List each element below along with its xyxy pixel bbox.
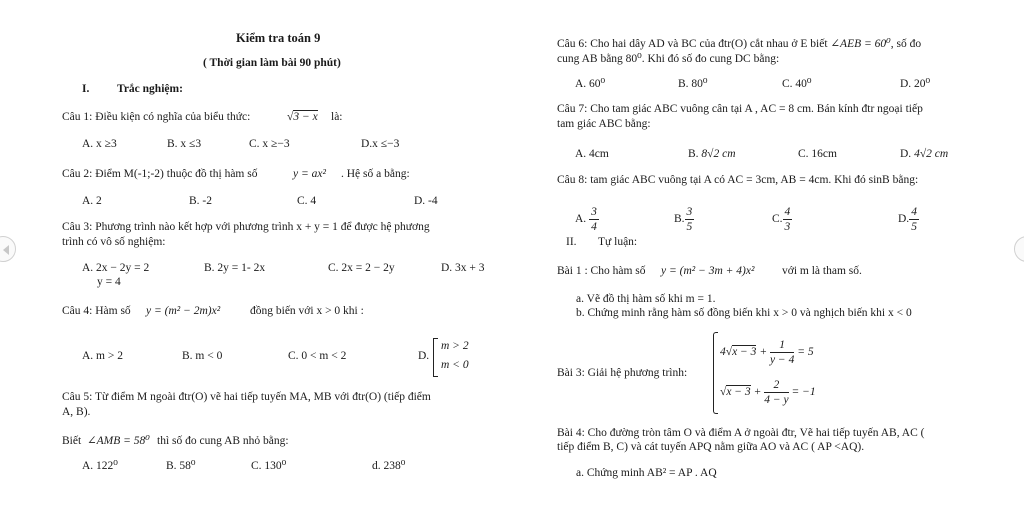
question-5-line-1: Câu 5: Từ điểm M ngoài đtr(O) vẽ hai tiếp tuyến MA, MB với đtr(O) (tiếp điểm: [62, 391, 431, 403]
question-7-option-b[interactable]: B. 8√2 cm: [688, 148, 736, 160]
equation-1: 4√x − 3 + $\frac{1}{y - 4}$ = 5: [720, 338, 814, 366]
question-2-option-d[interactable]: D. -4: [414, 195, 438, 207]
question-4-option-c[interactable]: C. 0 < m < 2: [288, 350, 347, 362]
question-3-line-1: Câu 3: Phương trình nào kết hợp với phương trình x + y = 1 để được hệ phương: [62, 221, 430, 233]
question-2-option-b[interactable]: B. -2: [189, 195, 212, 207]
question-5-option-b[interactable]: B. 58⁰: [166, 460, 196, 472]
section-1-number: I.: [82, 83, 90, 95]
question-5-line-2: A, B).: [62, 406, 91, 418]
option-d-bracket: [433, 338, 438, 377]
question-7-line-2: tam giác ABC bằng:: [557, 118, 651, 130]
question-6-line-1: Câu 6: Cho hai dây AD và BC của đtr(O) cắt nhau ở E biết ∠AEB = 60⁰, số đo: [557, 38, 922, 50]
question-3-option-d[interactable]: D. 3x + 3: [441, 262, 485, 274]
question-3-option-c[interactable]: C. 2x = 2 − 2y: [328, 262, 395, 274]
next-page-button[interactable]: [1014, 236, 1024, 262]
question-5-option-a[interactable]: A. 122⁰: [82, 460, 118, 472]
question-2-expr: y = ax²: [293, 168, 326, 180]
question-6-option-d[interactable]: D. 20⁰: [900, 78, 931, 90]
question-7-option-d[interactable]: D. 4√2 cm: [900, 148, 949, 160]
question-1-option-d[interactable]: D.x ≤−3: [361, 138, 400, 150]
section-1-title: Trắc nghiệm:: [117, 83, 183, 95]
question-1-option-b[interactable]: B. x ≤3: [167, 138, 202, 150]
question-8-option-c[interactable]: C. $\frac{4}{3}$: [772, 205, 791, 233]
question-1-text: Câu 1: Điều kiện có nghĩa của biểu thức:: [62, 111, 251, 123]
equation-2: √x − 3 + $\frac{2}{4 - y}$ = −1: [720, 378, 816, 406]
exercise-3-text: Bài 3: Giải hệ phương trình:: [557, 367, 688, 379]
question-5-line-3: Biết: [62, 435, 82, 447]
question-6-option-c[interactable]: C. 40⁰: [782, 78, 812, 90]
question-8-text: Câu 8: tam giác ABC vuông tại A có AC = 3cm, AB = 4cm. Khi đó sinB bằng:: [557, 174, 919, 186]
question-5-tail: thì số đo cung AB nhỏ bằng:: [157, 435, 289, 447]
question-6-line-2: cung AB bằng 80⁰. Khi đó số đo cung DC bằng:: [557, 53, 780, 65]
time-limit: ( Thời gian làm bài 90 phút): [203, 57, 341, 69]
exercise-1-part-a: a. Vẽ đồ thị hàm số khi m = 1.: [576, 293, 716, 305]
question-4-option-d-line-2: m < 0: [441, 359, 469, 371]
question-6-angle: ∠AEB = 60⁰: [830, 38, 891, 50]
question-6-option-a[interactable]: A. 60⁰: [575, 78, 606, 90]
prev-page-button[interactable]: [0, 236, 16, 262]
question-3-option-a-line-2: y = 4: [97, 276, 121, 288]
exercise-4-part-a: a. Chứng minh AB² = AP . AQ: [576, 467, 717, 479]
question-1-option-a[interactable]: A. x ≥3: [82, 138, 117, 150]
question-8-option-a[interactable]: A. $\frac{3}{4}$: [575, 205, 597, 233]
exercise-4-line-2: tiếp điểm B, C) và cát tuyến APQ nằm giữa AO và AC ( AP <AQ).: [557, 441, 865, 453]
question-7-option-a[interactable]: A. 4cm: [575, 148, 609, 160]
exercise-1-part-b: b. Chứng minh rằng hàm số đồng biến khi x > 0 và nghịch biến khi x < 0: [576, 307, 912, 319]
exercise-1-expr: y = (m² − 3m + 4)x²: [661, 265, 755, 277]
page-title: Kiểm tra toán 9: [236, 31, 321, 45]
exercise-1-text: Bài 1 : Cho hàm số: [557, 265, 646, 277]
question-5-option-d[interactable]: d. 238⁰: [372, 460, 406, 472]
question-3-line-2: trình có vô số nghiệm:: [62, 236, 166, 248]
question-8-option-b[interactable]: B. $\frac{3}{5}$: [674, 205, 693, 233]
question-2-option-a[interactable]: A. 2: [82, 195, 102, 207]
question-6-option-b[interactable]: B. 80⁰: [678, 78, 708, 90]
question-4-option-b[interactable]: B. m < 0: [182, 350, 223, 362]
section-2-title: Tự luận:: [598, 236, 638, 248]
question-5-angle: ∠AMB = 58⁰: [87, 435, 150, 447]
exercise-1-tail: với m là tham số.: [782, 265, 862, 277]
question-1-tail: là:: [331, 111, 343, 123]
question-3-option-a[interactable]: A. 2x − 2y = 2: [82, 262, 150, 274]
question-2-option-c[interactable]: C. 4: [297, 195, 317, 207]
exercise-4-line-1: Bài 4: Cho đường tròn tâm O và điểm A ở ngoài đtr, Vẽ hai tiếp tuyến AB, AC (: [557, 427, 925, 439]
question-4-option-d-line-1: m > 2: [441, 340, 469, 352]
question-4-text: Câu 4: Hàm số: [62, 305, 131, 317]
question-3-option-b[interactable]: B. 2y = 1- 2x: [204, 262, 266, 274]
question-4-option-a[interactable]: A. m > 2: [82, 350, 123, 362]
question-2-text: Câu 2: Điểm M(-1;-2) thuộc đồ thị hàm số: [62, 168, 258, 180]
section-2-number: II.: [566, 236, 577, 248]
question-8-option-d[interactable]: D. $\frac{4}{5}$: [898, 205, 917, 233]
question-5-option-c[interactable]: C. 130⁰: [251, 460, 287, 472]
question-1-option-c[interactable]: C. x ≥−3: [249, 138, 290, 150]
question-4-tail: đồng biến với x > 0 khi :: [250, 305, 364, 317]
question-4-option-d[interactable]: D.: [418, 350, 430, 362]
question-1-expr: √3 − x: [287, 111, 318, 123]
question-4-expr: y = (m² − 2m)x²: [146, 305, 221, 317]
question-2-tail: . Hệ số a bằng:: [341, 168, 410, 180]
question-7-option-c[interactable]: C. 16cm: [798, 148, 837, 160]
question-7-line-1: Câu 7: Cho tam giác ABC vuông cân tại A , AC = 8 cm. Bán kính đtr ngoại tiếp: [557, 103, 923, 115]
system-brace: [713, 332, 718, 414]
